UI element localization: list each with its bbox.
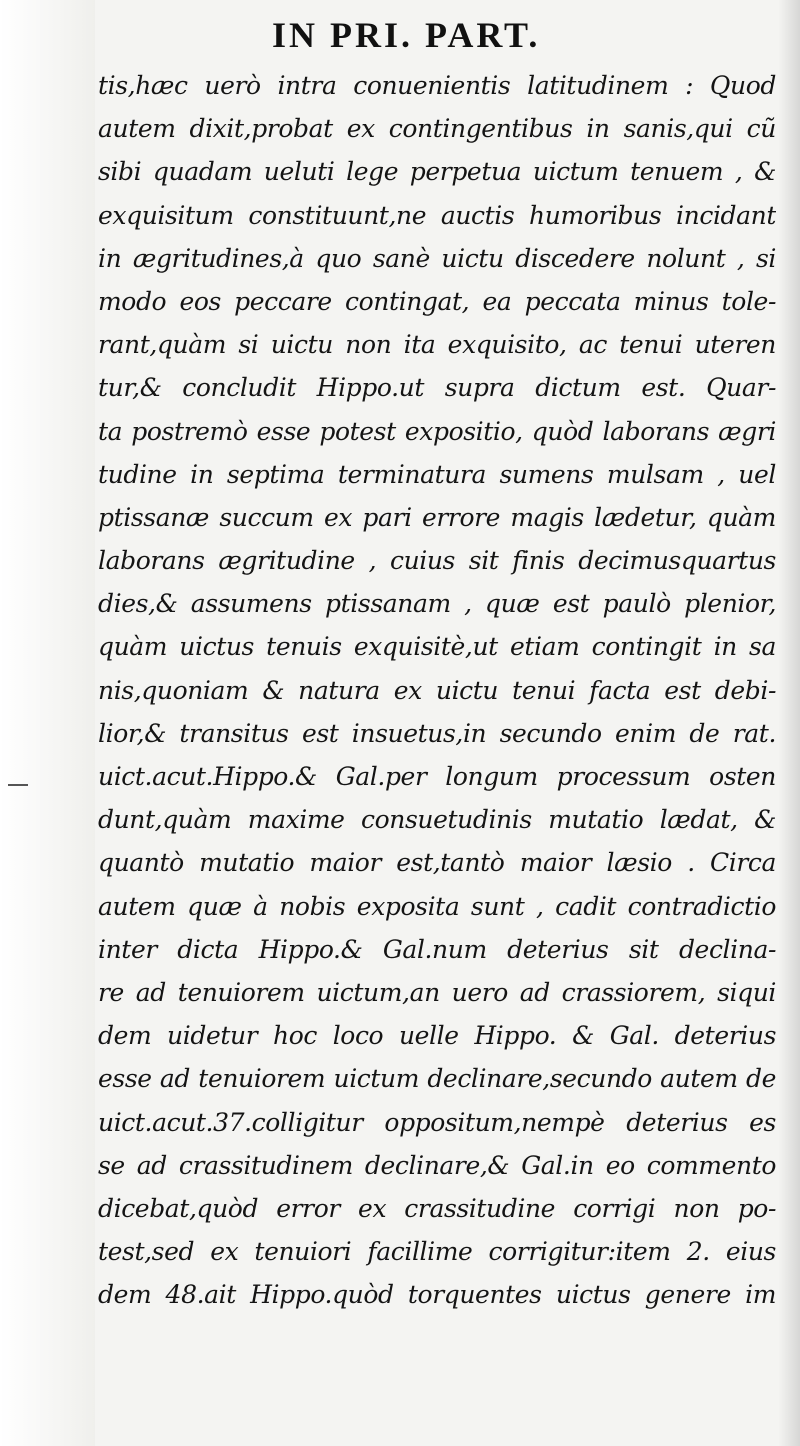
text-line: test,sed ex tenuiori facillime corrigitur:item 2. eius — [98, 1237, 776, 1267]
text-line: in ægritudines,à quo sanè uictu discedere nolunt , si — [98, 243, 776, 273]
body-text — [98, 64, 776, 1316]
text-line: sibi quadam ueluti lege perpetua uictum tenuem , & — [98, 157, 776, 187]
text-line: tis,hæc uerò intra conuenientis latitudinem : Quod — [98, 71, 776, 100]
text-line: lior,& transitus est insuetus,in secundo enim de rat. — [98, 718, 776, 748]
text-line: re ad tenuiorem uictum,an uero ad crassiorem, siqui — [98, 977, 776, 1007]
text-line: uict.acut.Hippo.& Gal.per longum processum osten — [98, 762, 776, 791]
text-line: tur,& concludit Hippo.ut supra dictum est. Quar- — [98, 373, 776, 403]
text-line: laborans ægritudine , cuius sit finis decimusquartus — [98, 546, 776, 576]
text-line: dies,& assumens ptissanam , quæ est paulò plenior, — [98, 589, 776, 619]
text-line: ptissanæ succum ex pari errore magis lædetur, quàm — [98, 502, 776, 532]
text-line: dunt,quàm maxime consuetudinis mutatio lædat, & — [98, 805, 776, 835]
text-line: dicebat,quòd error ex crassitudine corrigi non po- — [98, 1193, 776, 1223]
text-line: nis,quoniam & natura ex uictu tenui facta est debi- — [98, 675, 776, 705]
text-line: autem dixit,probat ex contingentibus in sanis,qui cũ — [98, 114, 776, 144]
text-line: tudine in septima terminatura sumens mulsam , uel — [98, 459, 776, 489]
text-line: autem quæ à nobis exposita sunt , cadit contradictio — [98, 891, 776, 921]
text-line: ta postremò esse potest expositio, quòd laborans ægri — [98, 416, 776, 446]
text-line: exquisitum constituunt,ne auctis humoribus incidant — [98, 200, 776, 230]
text-line: inter dicta Hippo.& Gal.num deterius sit declina- — [98, 934, 776, 964]
gutter-shadow — [0, 0, 95, 1446]
text-line: rant,quàm si uictu non ita exquisito, ac tenui uteren — [98, 330, 776, 360]
margin-mark — [8, 784, 28, 786]
text-line: quàm uictus tenuis exquisitè,ut etiam contingit in sa — [98, 632, 776, 662]
text-line: esse ad tenuiorem uictum declinare,secundo autem de — [98, 1064, 776, 1094]
text-line: se ad crassitudinem declinare,& Gal.in eo commento — [98, 1150, 776, 1180]
text-line: dem 48.ait Hippo.quòd torquentes uictus genere im — [98, 1280, 776, 1310]
running-head: IN PRI. PART. — [272, 15, 541, 55]
text-line: quantò mutatio maior est,tantò maior læsio . Circa — [98, 848, 776, 878]
page-edge-shadow — [778, 0, 800, 1446]
text-line: uict.acut.37.colligitur oppositum,nempè deterius es — [98, 1107, 776, 1137]
text-line: dem uidetur hoc loco uelle Hippo. & Gal. deterius — [98, 1021, 776, 1051]
text-line: modo eos peccare contingat, ea peccata minus tole- — [98, 286, 776, 316]
